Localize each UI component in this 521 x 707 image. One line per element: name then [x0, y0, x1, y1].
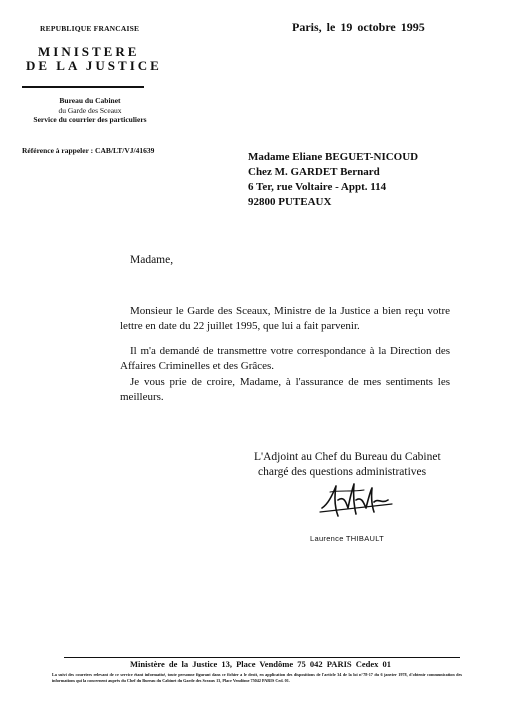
bureau-line2: du Garde des Sceaux — [58, 105, 122, 115]
ministry-name-line1: MINISTERE — [38, 44, 140, 59]
signer-title — [254, 450, 441, 480]
bureau-line3: Service du courrier des particuliers — [33, 115, 147, 124]
footer-address: Ministère de la Justice 13, Place Vendôme 75 042 PARIS Cedex 01 — [129, 659, 392, 669]
bureau-line1: Bureau du Cabinet — [59, 96, 121, 105]
dateline: Paris, le 19 octobre 1995 — [292, 20, 425, 34]
republique-header: REPUBLIQUE FRANCAISE — [40, 24, 140, 33]
paragraph-3-text: Je vous prie de croire, Madame, à l'assurance de mes sentiments les meilleurs. — [120, 376, 450, 403]
letter-paragraph-2 — [120, 344, 450, 374]
paragraph-1-text: Monsieur le Garde des Sceaux, Ministre de la Justice a bien reçu votre lettre en date du 22 juillet 1995, que lui a fait parvenir. — [120, 305, 450, 332]
recipient-line1: Madame Eliane BEGUET-NICOUD — [248, 151, 419, 163]
recipient-line4: 92800 PUTEAUX — [248, 196, 332, 208]
signer-title-line2: chargé des questions administratives — [258, 466, 427, 478]
handwritten-signature — [318, 478, 396, 524]
letterhead-divider — [22, 86, 144, 88]
bureau-block — [30, 96, 150, 125]
signer-name: Laurence THIBAULT — [310, 534, 385, 543]
recipient-line2: Chez M. GARDET Bernard — [248, 166, 380, 178]
ministry-name-line2: DE LA JUSTICE — [26, 58, 162, 73]
letter-paragraph-1 — [120, 304, 450, 334]
footer-legal-notice: La suivi des courriers relevant de ce service étant informatisé, toute personne figurant dans ce fichier a le droit, en application des dispositions de l'article 34 de la loi n°78-17 du 6 janvier 1978, d'obtenir communication des informations qui la concernent auprès du Chef du Bureau du Cabinet du Garde des Sceaux 13, Place Vendôme 75042 PARIS Ced. 01. — [52, 672, 462, 683]
paragraph-2-text: Il m'a demandé de transmettre votre correspondance à la Direction des Affaires Criminelles et des Grâces. — [120, 345, 450, 372]
signer-title-line1: L'Adjoint au Chef du Bureau du Cabinet — [254, 451, 441, 463]
footer-divider — [64, 657, 460, 658]
recipient-line3: 6 Ter, rue Voltaire - Appt. 114 — [248, 181, 387, 193]
salutation: Madame, — [130, 254, 174, 266]
letter-paragraph-3 — [120, 375, 450, 405]
recipient-address — [248, 150, 418, 210]
reference-number: Référence à rappeler : CAB/LT/VJ/41639 — [22, 146, 155, 155]
